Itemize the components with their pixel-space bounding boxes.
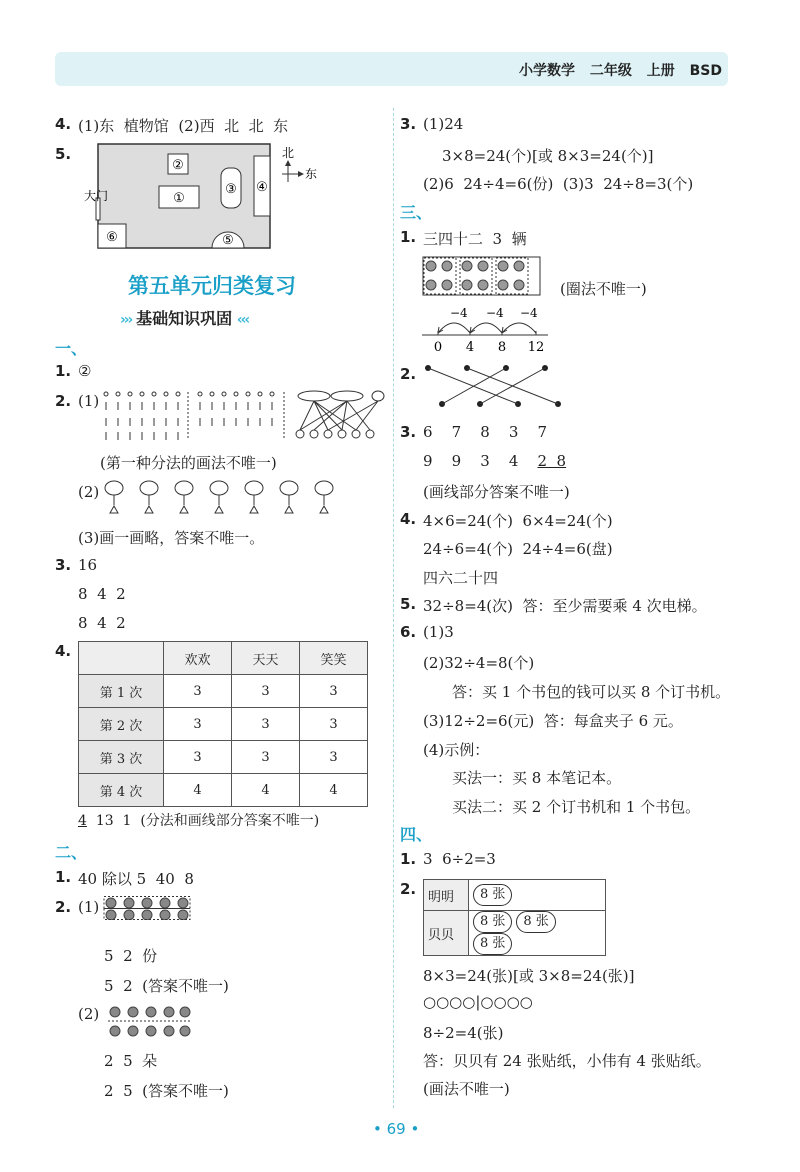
s1-q2-part3: (3)画一画略，答案不唯一。 bbox=[78, 529, 265, 547]
s1-q4-after-underlined: 4 bbox=[78, 813, 87, 829]
grouping-diagram bbox=[296, 391, 384, 438]
table-cell bbox=[469, 880, 606, 911]
q4-number: 4. bbox=[55, 115, 72, 133]
s4-line3: 8÷2=4(张) bbox=[423, 1024, 504, 1042]
table-header-row bbox=[79, 642, 368, 675]
map-room-2: ② bbox=[172, 158, 184, 173]
subtitle-row bbox=[120, 306, 248, 329]
tick-group-a bbox=[104, 392, 188, 440]
map-figure bbox=[78, 140, 328, 252]
s2-q1-number: 1. bbox=[55, 868, 72, 886]
circle-grouping-figure bbox=[422, 256, 542, 296]
s3-q1-note: (圈法不唯一) bbox=[560, 280, 647, 298]
header-subject: 小学数学 bbox=[519, 63, 575, 79]
s3-q3-line2-underlined: 2 8 bbox=[537, 452, 567, 470]
s1-q2-note: (第一种分法的画法不唯一) bbox=[100, 454, 277, 472]
s1-q2-part2: (2) bbox=[78, 483, 100, 501]
r-q3-line1: (1)24 bbox=[423, 115, 464, 133]
s2-q2-line1: 5 2 份 bbox=[104, 947, 158, 965]
table-header-cell: 笑笑 bbox=[300, 642, 368, 675]
q5-number: 5. bbox=[55, 145, 72, 163]
s1-q2-figure bbox=[100, 390, 385, 442]
s4-q1-answer: 3 6÷2=3 bbox=[423, 850, 496, 868]
chevrons-left-icon: ‹‹‹ bbox=[236, 312, 249, 328]
s3-q5-number: 5. bbox=[400, 595, 417, 613]
header-grade: 二年级 bbox=[589, 63, 632, 79]
s1-q4-number: 4. bbox=[55, 642, 72, 660]
jump-label-3: −4 bbox=[450, 306, 468, 320]
s3-q6-number: 6. bbox=[400, 623, 417, 641]
compass-icon bbox=[282, 160, 304, 182]
table-row bbox=[424, 911, 606, 956]
tick-label-8: 8 bbox=[497, 340, 507, 355]
flower-group-1 bbox=[102, 896, 192, 920]
table-row bbox=[79, 708, 368, 741]
s3-q1-answer: 三四十二 3 辆 bbox=[423, 230, 527, 248]
sticker-table bbox=[423, 879, 606, 956]
table-header-cell: 欢欢 bbox=[164, 642, 232, 675]
s3-q6-line1: (1)3 bbox=[423, 623, 454, 641]
s1-q3-line1: 16 bbox=[78, 556, 98, 574]
table-cell: 4 bbox=[232, 774, 300, 807]
table-cell: 4 bbox=[164, 774, 232, 807]
table-header-cell: 天天 bbox=[232, 642, 300, 675]
s1-q2-number: 2. bbox=[55, 392, 72, 410]
unit-title: 第五单元归类复习 bbox=[128, 274, 296, 298]
chevrons-right-icon: ››› bbox=[120, 312, 132, 328]
s3-q3-line2 bbox=[423, 452, 566, 470]
sub-title: 基础知识巩固 bbox=[136, 309, 233, 328]
section-1-label: 一、 bbox=[55, 339, 88, 358]
s4-q2-number: 2. bbox=[400, 880, 417, 898]
header-edition: BSD bbox=[689, 63, 722, 79]
s1-q4-after-text: 13 1 (分法和画线部分答案不唯一) bbox=[86, 813, 320, 829]
s3-q6-line2: (2)32÷4=8(个) bbox=[423, 654, 535, 672]
column-divider bbox=[393, 108, 394, 1108]
matching-lines-figure bbox=[420, 360, 570, 410]
s1-q2-part2-figure bbox=[104, 480, 344, 516]
compass-east: 东 bbox=[305, 167, 318, 181]
table-cell bbox=[469, 911, 606, 956]
compass-north: 北 bbox=[282, 146, 295, 160]
sticker-card: 8 张 bbox=[473, 933, 512, 955]
s3-q1-number: 1. bbox=[400, 228, 417, 246]
table-cell: 3 bbox=[300, 741, 368, 774]
table-cell: 3 bbox=[232, 741, 300, 774]
s1-q3-number: 3. bbox=[55, 556, 72, 574]
table-row-label: 第 2 次 bbox=[79, 708, 164, 741]
s3-q5-answer: 32÷8=4(次) 答：至少需要乘 4 次电梯。 bbox=[423, 597, 707, 615]
tick-label-4: 4 bbox=[465, 340, 475, 355]
s3-q3-line1: 6 7 8 3 7 bbox=[423, 423, 548, 441]
page-number-text: 69 bbox=[386, 1120, 406, 1138]
map-room-3: ③ bbox=[225, 182, 237, 197]
s3-q6-line7: 买法二：买 2 个订书机和 1 个书包。 bbox=[452, 798, 701, 816]
header-text bbox=[519, 60, 722, 80]
s3-q4-line2: 24÷6=4(个) 24÷4=6(盘) bbox=[423, 540, 613, 558]
s3-q4-line1: 4×6=24(个) 6×4=24(个) bbox=[423, 512, 613, 530]
s3-q3-line2-text: 9 9 3 4 bbox=[423, 452, 538, 470]
table-row bbox=[424, 880, 606, 911]
r-q3-number: 3. bbox=[400, 115, 417, 133]
s4-line1: 8×3=24(张)[或 3×8=24(张)] bbox=[423, 967, 635, 985]
table-row bbox=[79, 675, 368, 708]
tick-group-b bbox=[198, 392, 284, 440]
header-volume: 上册 bbox=[646, 63, 675, 79]
s3-q3-note: (画线部分答案不唯一) bbox=[423, 483, 570, 501]
s1-q1-answer: ② bbox=[78, 362, 92, 380]
sticker-card: 8 张 bbox=[516, 911, 555, 933]
table-row-label: 第 1 次 bbox=[79, 675, 164, 708]
table-cell: 3 bbox=[164, 741, 232, 774]
map-room-5: ⑤ bbox=[222, 233, 234, 248]
sticker-card: 8 张 bbox=[473, 911, 512, 933]
table-row-label: 明明 bbox=[424, 880, 469, 911]
flower-group-2 bbox=[106, 1005, 192, 1039]
jump-label-2: −4 bbox=[486, 306, 504, 320]
s2-q2-line2: 5 2 (答案不唯一) bbox=[104, 977, 229, 995]
s2-q2-number: 2. bbox=[55, 898, 72, 916]
table-row-label: 贝贝 bbox=[424, 911, 469, 956]
s3-q6-line5: (4)示例： bbox=[423, 741, 490, 759]
score-table bbox=[78, 641, 368, 807]
section-4-label: 四、 bbox=[400, 825, 433, 844]
s4-line4: 答：贝贝有 24 张贴纸，小伟有 4 张贴纸。 bbox=[423, 1052, 711, 1070]
s1-q3-line2: 8 4 2 bbox=[78, 585, 126, 603]
r-q3-line2: 3×8=24(个)[或 8×3=24(个)] bbox=[442, 147, 654, 165]
map-room-6: ⑥ bbox=[106, 230, 118, 245]
page-number: • 69 • bbox=[373, 1120, 420, 1138]
tick-label-12: 12 bbox=[527, 340, 545, 355]
oval-group bbox=[105, 481, 333, 495]
map-room-1: ① bbox=[173, 191, 185, 206]
s4-q1-number: 1. bbox=[400, 850, 417, 868]
table-cell: 3 bbox=[300, 675, 368, 708]
table-header-cell bbox=[79, 642, 164, 675]
number-line bbox=[420, 303, 560, 355]
s3-q3-number: 3. bbox=[400, 423, 417, 441]
s2-q2-line3: 2 5 朵 bbox=[104, 1052, 158, 1070]
s1-q4-after bbox=[78, 810, 319, 830]
table-cell: 3 bbox=[232, 675, 300, 708]
s1-q1-number: 1. bbox=[55, 362, 72, 380]
table-cell: 3 bbox=[164, 675, 232, 708]
s1-q3-line3: 8 4 2 bbox=[78, 614, 126, 632]
s3-q6-line6: 买法一：买 8 本笔记本。 bbox=[452, 769, 622, 787]
s3-q6-line4: (3)12÷2=6(元) 答：每盒夹子 6 元。 bbox=[423, 712, 683, 730]
table-row bbox=[79, 741, 368, 774]
sticker-card: 8 张 bbox=[473, 884, 512, 906]
s4-line5: (画法不唯一) bbox=[423, 1080, 510, 1098]
tick-label-0: 0 bbox=[433, 340, 443, 355]
s4-line2: ○○○○|○○○○ bbox=[423, 993, 533, 1011]
table-row bbox=[79, 774, 368, 807]
s2-q2-part1: (1) bbox=[78, 898, 100, 916]
map-door-label bbox=[84, 188, 108, 203]
s1-q2-part1: (1) bbox=[78, 392, 100, 410]
table-cell: 4 bbox=[300, 774, 368, 807]
s3-q2-number: 2. bbox=[400, 365, 417, 383]
s2-q1-answer: 40 除以 5 40 8 bbox=[78, 870, 194, 888]
table-row-label: 第 3 次 bbox=[79, 741, 164, 774]
s2-q2-part2: (2) bbox=[78, 1005, 100, 1023]
section-2-label: 二、 bbox=[55, 843, 88, 862]
s3-q4-line3: 四六二十四 bbox=[423, 569, 499, 587]
table-cell: 3 bbox=[300, 708, 368, 741]
table-cell: 3 bbox=[232, 708, 300, 741]
section-3-label: 三、 bbox=[400, 203, 433, 222]
map-door-text: 大门 bbox=[84, 189, 109, 203]
q4-answer: (1)东 植物馆 (2)西 北 北 东 bbox=[78, 117, 289, 135]
table-cell: 3 bbox=[164, 708, 232, 741]
s3-q6-line3: 答：买 1 个书包的钱可以买 8 个订书机。 bbox=[452, 683, 731, 701]
map-room-4: ④ bbox=[256, 180, 268, 195]
jump-label-1: −4 bbox=[520, 306, 538, 320]
s2-q2-line4: 2 5 (答案不唯一) bbox=[104, 1082, 229, 1100]
table-row-label: 第 4 次 bbox=[79, 774, 164, 807]
r-q3-line3: (2)6 24÷4=6(份) (3)3 24÷8=3(个) bbox=[423, 175, 694, 193]
s3-q4-number: 4. bbox=[400, 510, 417, 528]
